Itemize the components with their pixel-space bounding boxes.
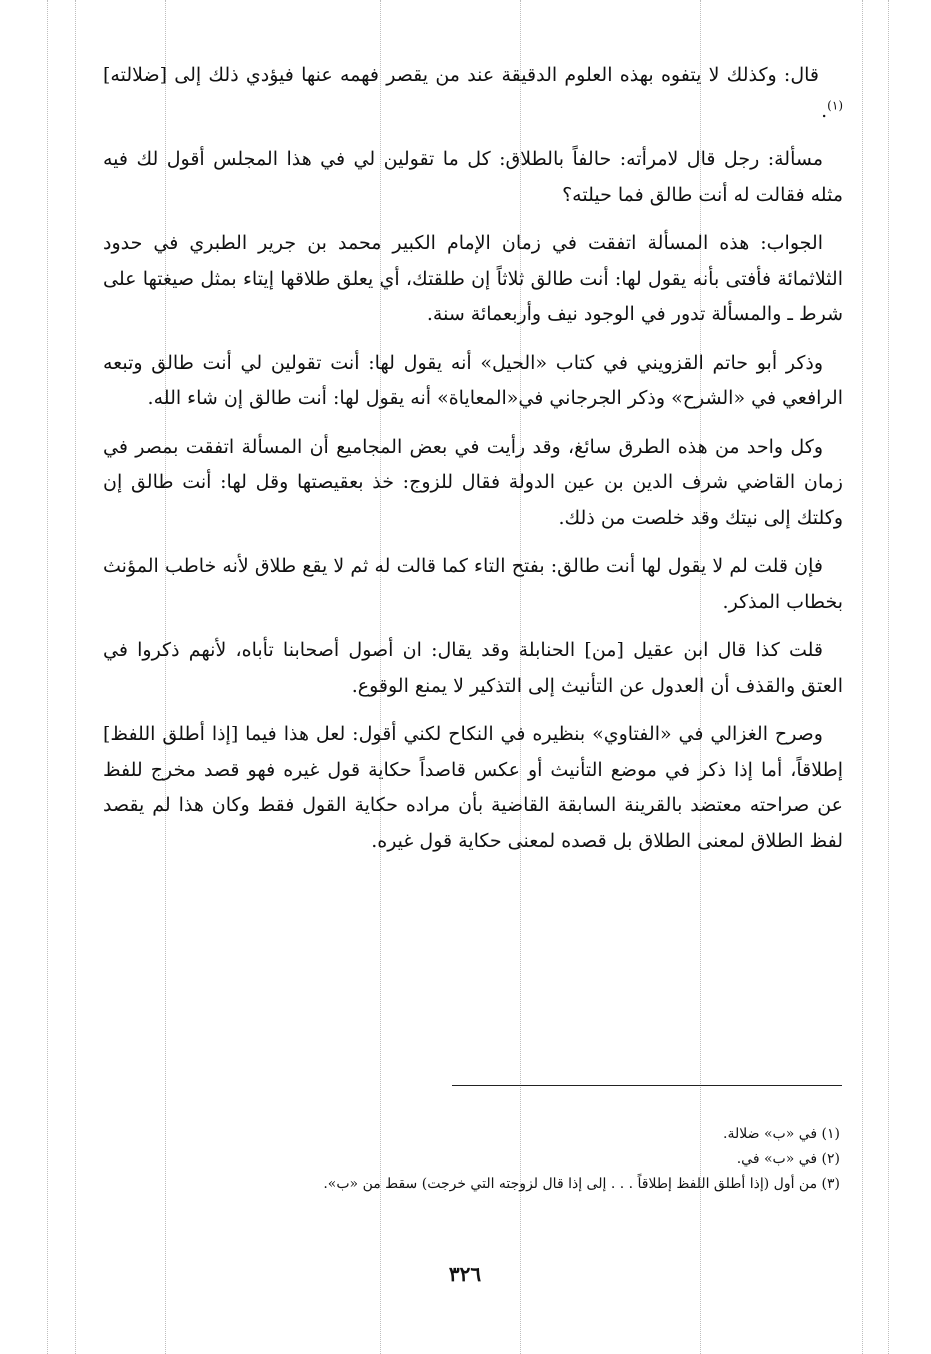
- paragraph-3: الجواب: هذه المسألة اتفقت في زمان الإمام الكبير محمد بن جرير الطبري في حدود الثلاثمائة فأفتى بأنه يقول لها: أنت طالق ثلاثاً إن طلقتك، أي يعلق طلاقها إيتاء بمثل صيغتها على شرط ـ والمسألة تدور في الوجود نيف وأربعمائة سنة.: [103, 232, 843, 325]
- paragraph-1-period: .: [821, 99, 828, 122]
- paragraph-7: قلت كذا قال ابن عقيل [من] الحنابلة وقد يقال: ان أصول أصحابنا تأباه، لأنهم ذكروا في العتق والقذف أن العدول عن التأنيث إلى التذكير لا يمنع الوقوع.: [103, 639, 843, 697]
- paragraph-5: وكل واحد من هذه الطرق سائغ، وقد رأيت في بعض المجاميع أن المسألة اتفقت بمصر في زمان القاضي شرف الدين بن عين الدولة فقال للزوج: خذ بعقيصتها وقل لها: أنت طالق إن وكلتك إلى نيتك وقد خلصت من ذلك.: [103, 435, 843, 529]
- scan-guide-line: [47, 0, 48, 1354]
- scan-guide-line: [75, 0, 76, 1354]
- paragraph-2: مسألة: رجل قال لامرأته: حالفاً بالطلاق: كل ما تقولين لي في هذا المجلس أقول لك فيه مثله فقالت له أنت طالق فما حيلته؟: [103, 148, 843, 206]
- paragraph-8: وصرح الغزالي في «الفتاوي» بنظيره في النكاح لكني أقول: لعل هذا فيما [إذا أطلق اللفظ] إطلاقاً، أما إذا ذكر في موضع التأنيث أو عكس قاصداً حكاية قول غيره فهو قصد مخرج للفظ عن صراحته معتضد بالقرينة السابقة القاضية بأن مراده حكاية القول فقط وكان هذا لم يقصد لفظ الطلاق لمعنى الطلاق بل قصده لمعنى حكاية قول غيره.: [103, 723, 843, 852]
- footnote-marker-1: (١): [827, 98, 843, 113]
- paragraph-1: [103, 58, 843, 129]
- footnote-2: (٢) في «ب» في.: [736, 1151, 840, 1167]
- footnote-divider: [452, 1085, 842, 1086]
- scan-guide-line: [888, 0, 889, 1354]
- page-number: ٣٢٦: [448, 1262, 482, 1286]
- paragraph-6: فإن قلت لم لا يقول لها أنت طالق: بفتح التاء كما قالت له ثم لا يقع طلاق لأنه خاطب المؤنث بخطاب المذكر.: [103, 555, 843, 613]
- footnote-1: (١) في «ب» ضلالة.: [723, 1126, 840, 1142]
- paragraph-4: وذكر أبو حاتم القزويني في كتاب «الحيل» أنه يقول لها: أنت تقولين لي أنت طالق وتبعه الرافعي في «الشرح» وذكر الجرجاني في«المعاياة» أنه يقول لها: أنت طالق إن شاء الله.: [103, 351, 843, 409]
- scan-guide-line: [862, 0, 863, 1354]
- paragraph-1-text: قال: وكذلك لا يتفوه بهذه العلوم الدقيقة عند من يقصر فهمه عنها فيؤدي ذلك إلى [ضلالته]: [103, 64, 819, 86]
- footnotes: [150, 1122, 840, 1197]
- main-text: [103, 58, 843, 872]
- footnote-3: (٣) من أول (إذا أطلق اللفظ إطلاقاً . . . إلى إذا قال لزوجته التي خرجت) سقط من «ب».: [323, 1176, 840, 1192]
